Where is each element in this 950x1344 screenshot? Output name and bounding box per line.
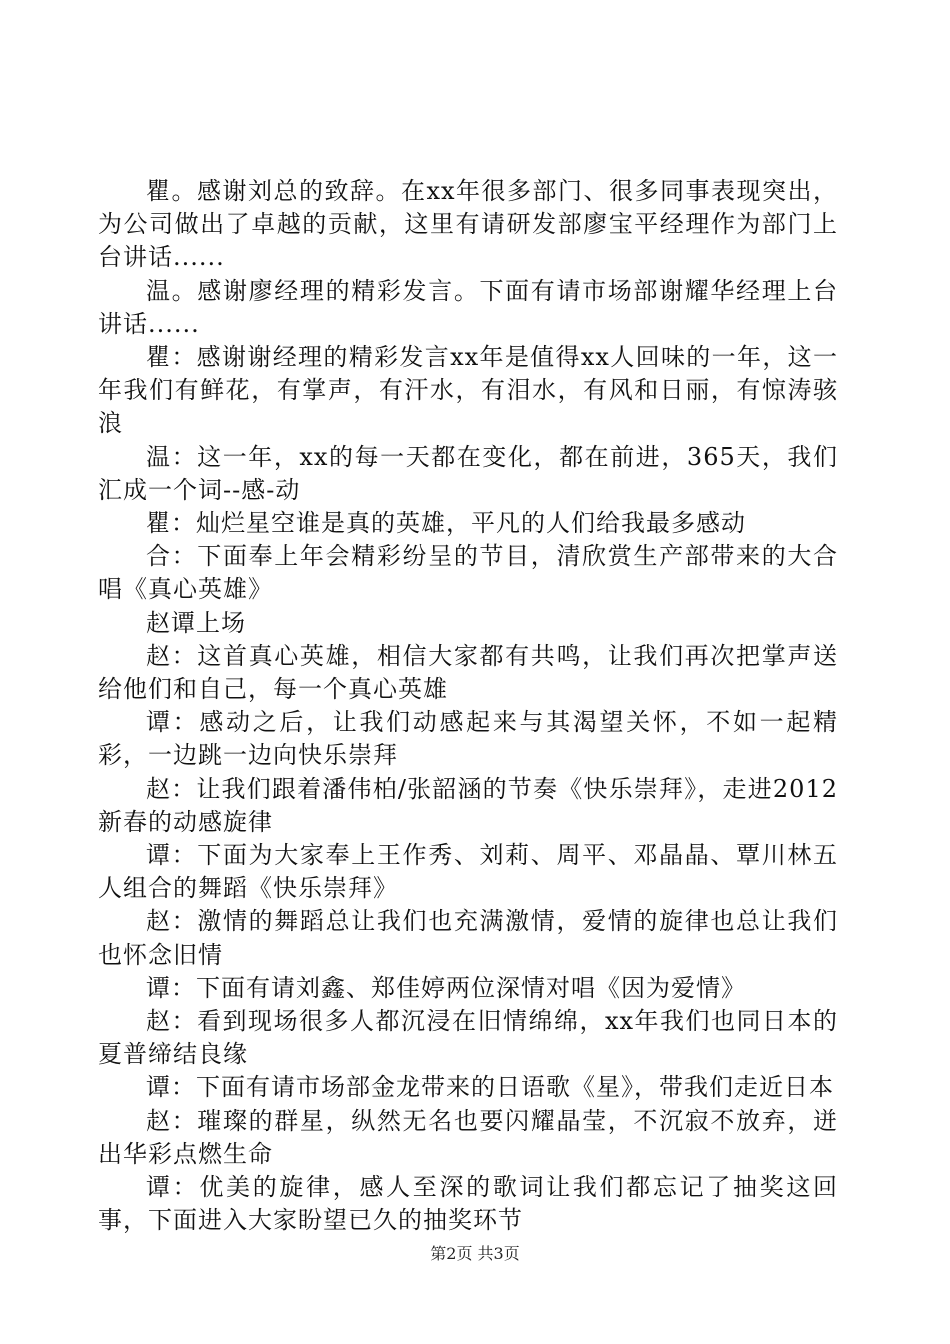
paragraph: 谭：感动之后，让我们动感起来与其渴望关怀，不如一起精彩，一边跳一边向快乐崇拜 [98,708,838,770]
page-number-footer: 第2页 共3页 [430,1244,520,1263]
paragraph: 温。感谢廖经理的精彩发言。下面有请市场部谢耀华经理上台讲话...... [98,276,838,338]
paragraph: 温：这一年，xx的每一天都在变化，都在前进，365天，我们汇成一个词--感-动 [98,442,838,504]
paragraph: 赵谭上场 [146,608,246,637]
paragraph: 瞿：感谢谢经理的精彩发言xx年是值得xx人回味的一年，这一年我们有鲜花，有掌声，有汗水，有泪水，有风和日丽，有惊涛骇浪 [98,343,838,438]
paragraph: 瞿：灿烂星空谁是真的英雄，平凡的人们给我最多感动 [146,509,746,538]
paragraph: 赵：激情的舞蹈总让我们也充满激情，爱情的旋律也总让我们也怀念旧情 [98,907,838,969]
paragraph: 赵：看到现场很多人都沉浸在旧情绵绵，xx年我们也同日本的夏普缔结良缘 [98,1007,838,1069]
document-body [98,175,838,1238]
paragraph: 谭：下面为大家奉上王作秀、刘莉、周平、邓晶晶、覃川林五人组合的舞蹈《快乐崇拜》 [98,841,838,903]
paragraph: 赵：让我们跟着潘伟柏/张韶涵的节奏《快乐崇拜》，走进2012新春的动感旋律 [98,774,838,836]
paragraph: 赵：这首真心英雄，相信大家都有共鸣，让我们再次把掌声送给他们和自己，每一个真心英雄 [98,641,838,704]
paragraph: 瞿。感谢刘总的致辞。在xx年很多部门、很多同事表现突出，为公司做出了卓越的贡献，这里有请研发部廖宝平经理作为部门上台讲话...... [98,177,838,272]
paragraph: 谭：下面有请刘鑫、郑佳婷两位深情对唱《因为爱情》 [146,973,746,1002]
paragraph: 赵：璀璨的群星，纵然无名也要闪耀晶莹，不沉寂不放弃，迸出华彩点燃生命 [98,1106,838,1168]
paragraph: 合：下面奉上年会精彩纷呈的节目，清欣赏生产部带来的大合唱《真心英雄》 [98,542,838,604]
paragraph: 谭：下面有请市场部金龙带来的日语歌《星》，带我们走近日本 [146,1073,834,1102]
paragraph: 谭：优美的旋律，感人至深的歌词让我们都忘记了抽奖这回事，下面进入大家盼望已久的抽奖环节 [98,1173,838,1235]
